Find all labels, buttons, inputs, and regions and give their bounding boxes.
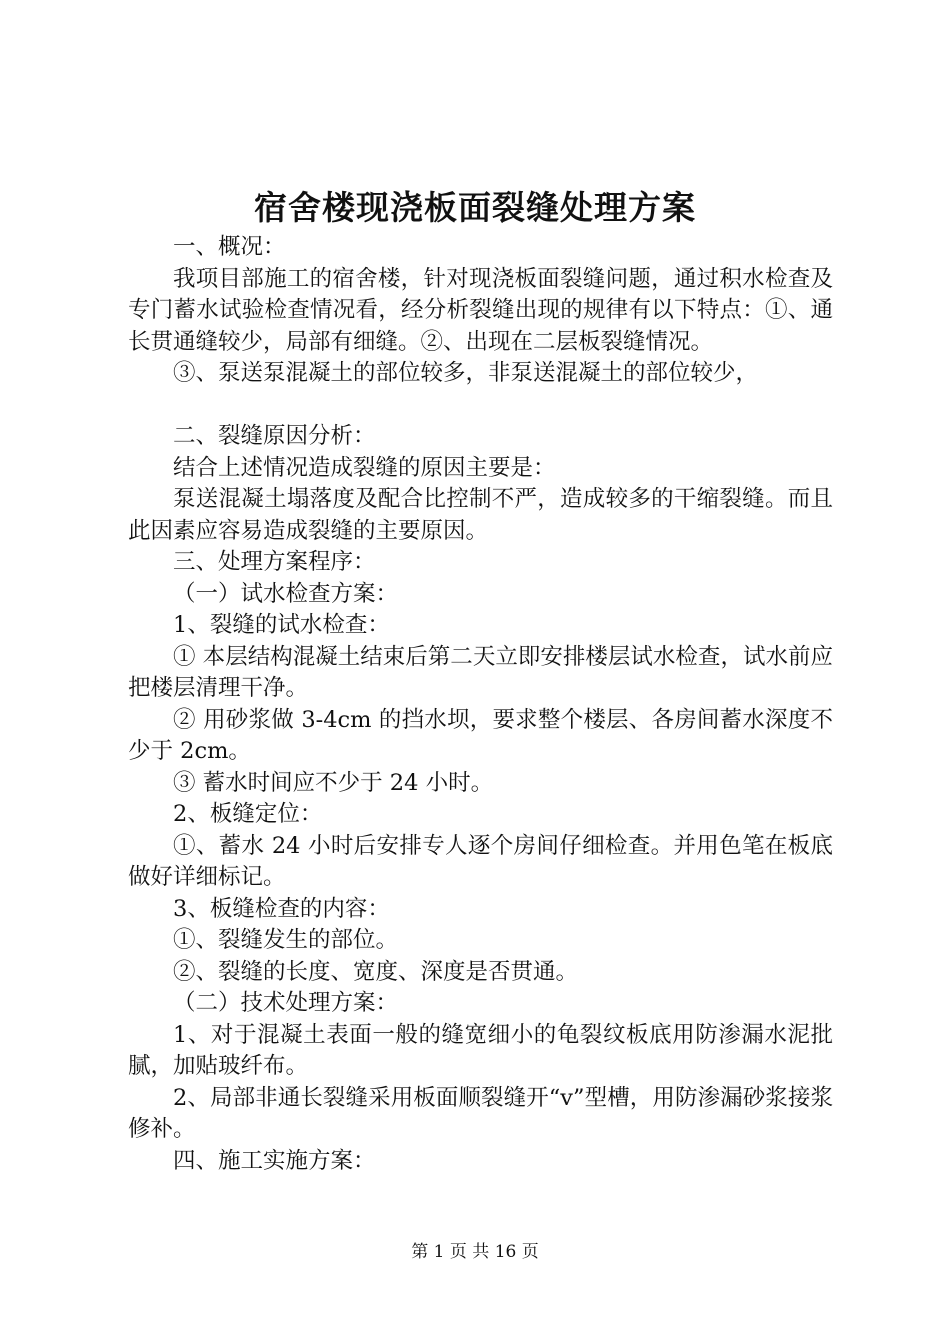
paragraph-overview-features: 我项目部施工的宿舍楼，针对现浇板面裂缝问题，通过积水检查及专门蓄水试验检查情况看，经分析裂缝出现的规律有以下特点：①、通长贯通缝较少，局部有细缝。②、出现在二层板裂缝情况。 [128,265,833,355]
blank-line [128,390,833,422]
item-treatment-1: 1、对于混凝土表面一般的缝宽细小的龟裂纹板底用防渗漏水泥批腻，加贴玻纤布。 [128,1021,833,1079]
item-test-step-3: ③ 蓄水时间应不少于 24 小时。 [173,769,494,796]
item-treatment-2: 2、局部非通长裂缝采用板面顺裂缝开“v”型槽，用防渗漏砂浆接浆修补。 [128,1084,833,1142]
section-heading-cause-analysis: 二、裂缝原因分析： [173,423,376,449]
item-crack-location: 2、板缝定位： [173,801,323,827]
section-heading-implementation: 四、施工实施方案： [173,1147,376,1174]
item-location-step-1: ①、蓄水 24 小时后安排专人逐个房间仔细检查。并用色笔在板底做好详细标记。 [128,832,833,890]
item-test-step-1: ① 本层结构混凝土结束后第二天立即安排楼层试水检查，试水前应把楼层清理干净。 [128,643,833,701]
section-heading-procedure: 三、处理方案程序： [173,549,376,575]
paragraph-cause-detail: 泵送混凝土塌落度及配合比控制不严，造成较多的干缩裂缝。而且此因素应容易造成裂缝的主要原因。 [128,486,833,544]
subheading-technical-treatment: （二）技术处理方案： [173,990,399,1016]
item-crack-water-test: 1、裂缝的试水检查： [173,612,390,638]
page-number-footer: 第 1 页 共 16 页 [411,1242,539,1262]
document-body [128,232,833,1177]
section-heading-overview: 一、概况： [173,234,286,260]
item-inspection-point-1: ①、裂缝发生的部位。 [173,927,399,953]
subheading-water-test: （一）试水检查方案： [173,580,399,607]
paragraph-pumped-concrete: ③、泵送泵混凝土的部位较多，非泵送混凝土的部位较少， [173,360,759,386]
item-inspection-point-2: ②、裂缝的长度、宽度、深度是否贯通。 [173,958,579,985]
paragraph-cause-intro: 结合上述情况造成裂缝的原因主要是： [173,454,556,481]
document-title: 宿舍楼现浇板面裂缝处理方案 [254,188,696,227]
item-inspection-content: 3、板缝检查的内容： [173,895,390,922]
item-test-step-2: ② 用砂浆做 3-4cm 的挡水坝，要求整个楼层、各房间蓄水深度不少于 2cm。 [128,706,833,764]
